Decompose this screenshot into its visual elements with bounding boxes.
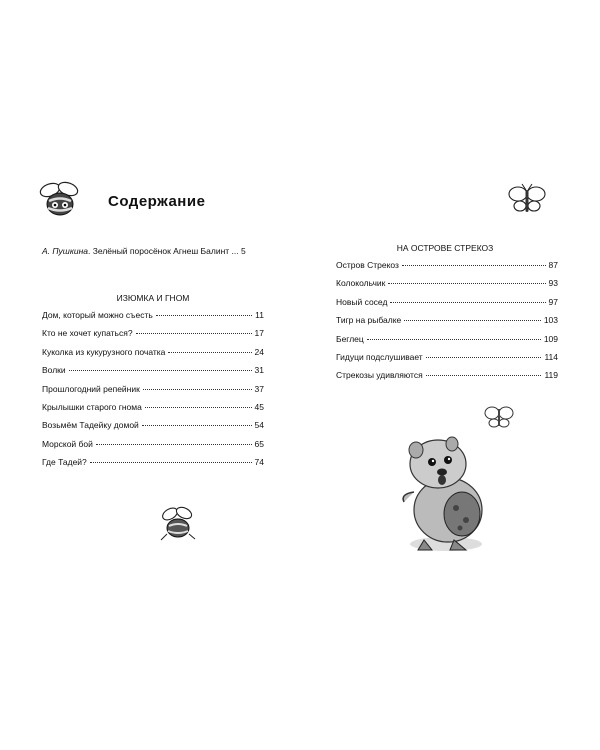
right-toc-list <box>336 260 558 389</box>
right-toc-item[interactable] <box>336 370 558 388</box>
toc-leader-dots <box>367 339 541 340</box>
left-toc-item[interactable] <box>42 457 264 475</box>
toc-item-page: 93 <box>548 278 558 289</box>
toc-item-title: Где Тадей? <box>42 457 87 468</box>
right-toc-item[interactable] <box>336 260 558 278</box>
toc-item-title: Волки <box>42 365 66 376</box>
toc-item-title: Стрекозы удивляются <box>336 370 423 381</box>
left-toc-item[interactable] <box>42 402 264 420</box>
toc-item-page: 45 <box>254 401 264 412</box>
left-toc-item[interactable] <box>42 384 264 402</box>
bee-top-left-icon <box>36 180 86 220</box>
toc-item-page: 119 <box>544 370 558 381</box>
intro-text: . Зелёный поросёнок Агнеш Балинт <box>88 246 230 256</box>
toc-item-page: 114 <box>544 351 558 362</box>
right-toc-item[interactable] <box>336 297 558 315</box>
left-section-title: ИЗЮМКА И ГНОМ <box>116 293 190 303</box>
left-toc-list <box>42 310 264 476</box>
toc-leader-dots <box>90 462 252 463</box>
toc-item-page: 11 <box>255 310 264 320</box>
right-toc-item[interactable] <box>336 315 558 333</box>
toc-item-title: Дом, который можно съесть <box>42 310 153 320</box>
right-toc-item[interactable] <box>336 352 558 370</box>
toc-leader-dots <box>145 407 252 408</box>
toc-item-title: Возьмём Тадейку домой <box>42 420 139 431</box>
left-toc-item[interactable] <box>42 420 264 438</box>
toc-item-title: Новый сосед <box>336 296 388 307</box>
toc-item-page: 109 <box>543 333 558 344</box>
toc-leader-dots <box>402 265 546 266</box>
toc-item-page: 65 <box>254 438 264 449</box>
page-title: Содержание <box>108 193 206 210</box>
toc-leader-dots <box>96 444 252 445</box>
toc-item-title: Колокольчик <box>336 278 386 289</box>
toc-leader-dots <box>390 302 545 303</box>
toc-item-page: 87 <box>548 260 558 270</box>
left-toc-item[interactable] <box>42 365 264 383</box>
toc-leader-dots <box>156 315 252 316</box>
toc-item-page: 54 <box>254 420 264 431</box>
intro-line <box>42 246 246 256</box>
toc-leader-dots <box>426 357 542 358</box>
intro-page: ... 5 <box>231 246 246 256</box>
toc-item-page: 97 <box>548 296 558 307</box>
toc-leader-dots <box>143 389 252 390</box>
toc-leader-dots <box>69 370 252 371</box>
hamster-illustration <box>396 432 506 557</box>
toc-item-page: 74 <box>254 457 264 468</box>
toc-item-title: Крылышки старого гнома <box>42 401 142 412</box>
bee-bottom-icon <box>158 504 198 544</box>
right-toc-item[interactable] <box>336 278 558 296</box>
left-toc-item[interactable] <box>42 347 264 365</box>
toc-leader-dots <box>168 352 251 353</box>
right-section-title: НА ОСТРОВЕ СТРЕКОЗ <box>396 243 494 253</box>
toc-item-title: Куколка из кукурузного початка <box>42 346 166 357</box>
toc-item-page: 37 <box>254 383 264 394</box>
left-toc-item[interactable] <box>42 439 264 457</box>
toc-item-page: 31 <box>254 365 264 376</box>
toc-item-title: Кто не хочет купаться? <box>42 328 133 339</box>
toc-item-title: Гидуци подслушивает <box>336 351 423 362</box>
toc-leader-dots <box>388 283 545 284</box>
left-toc-item[interactable] <box>42 310 264 328</box>
toc-leader-dots <box>404 320 541 321</box>
toc-leader-dots <box>136 333 252 334</box>
butterfly-small-icon <box>484 404 514 432</box>
left-toc-item[interactable] <box>42 328 264 346</box>
toc-item-title: Прошлогодний репейник <box>42 383 140 394</box>
toc-item-title: Тигр на рыбалке <box>336 315 402 326</box>
toc-leader-dots <box>426 375 542 376</box>
toc-item-title: Беглец <box>336 333 364 344</box>
toc-item-page: 24 <box>254 346 264 357</box>
toc-item-page: 17 <box>254 328 264 339</box>
intro-author: А. Пушкина <box>42 246 89 256</box>
toc-item-title: Остров Стрекоз <box>336 260 399 270</box>
butterfly-top-icon <box>507 182 547 220</box>
right-toc-item[interactable] <box>336 334 558 352</box>
toc-leader-dots <box>142 425 252 426</box>
toc-item-page: 103 <box>543 315 558 326</box>
toc-item-title: Морской бой <box>42 438 93 449</box>
